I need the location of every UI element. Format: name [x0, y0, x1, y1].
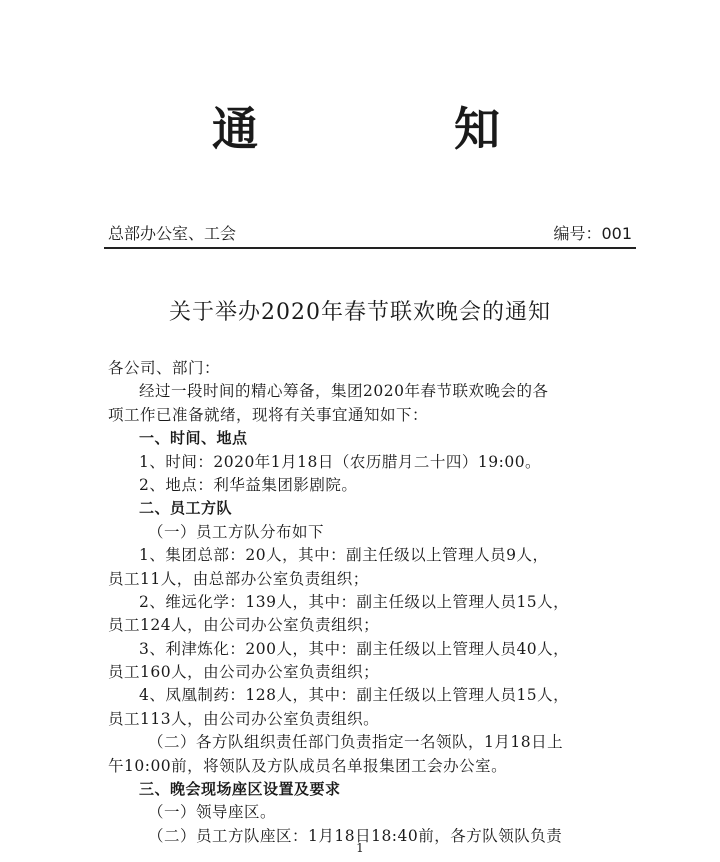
paragraph-line: 员工124人，由公司办公室负责组织； [108, 616, 380, 635]
paragraph-line: 2、维远化学：139人，其中：副主任级以上管理人员15人， [139, 592, 570, 611]
page-number: 1 [356, 841, 364, 855]
paragraph-line: 3、利津炼化：200人，其中：副主任级以上管理人员40人， [139, 639, 570, 658]
paragraph-line: 午10:00前，将领队及方队成员名单报集团工会办公室。 [108, 756, 508, 775]
heading-char-1: 通 [212, 102, 258, 156]
paragraph-line: （二）各方队组织责任部门负责指定一名领队，1月18日上 [148, 733, 564, 752]
paragraph-line: 2、地点：利华益集团影剧院。 [139, 475, 358, 494]
section-heading: 一、时间、地点 [139, 429, 248, 448]
paragraph-line: 4、凤凰制药：128人，其中：副主任级以上管理人员15人， [139, 686, 570, 705]
subsection-heading: （一）员工方队分布如下 [148, 522, 325, 541]
document-heading [0, 98, 720, 160]
issuer-label: 总部办公室、工会 [108, 224, 237, 243]
header-divider [104, 247, 636, 249]
paragraph-line: 1、时间：2020年1月18日（农历腊月二十四）19:00。 [139, 452, 542, 471]
subsection-heading: （一）领导座区。 [148, 803, 277, 822]
issuer-row [108, 222, 636, 246]
section-heading: 三、晚会现场座区设置及要求 [139, 780, 341, 799]
salutation-line: 各公司、部门： [108, 359, 221, 377]
paragraph-line: 员工160人，由公司办公室负责组织； [108, 663, 380, 682]
paragraph-line: 项工作已准备就绪，现将有关事宜通知如下： [108, 405, 429, 424]
paragraph-line: 1、集团总部：20人，其中：副主任级以上管理人员9人， [139, 546, 549, 565]
notice-title: 关于举办2020年春节联欢晚会的通知 [169, 300, 551, 325]
paragraph-line: 经过一段时间的精心筹备，集团2020年春节联欢晚会的各 [139, 382, 549, 401]
heading-char-2: 知 [454, 102, 500, 156]
notice-body [108, 357, 648, 848]
document-number: 编号：001 [553, 224, 632, 243]
paragraph-line: 员工113人，由公司办公室负责组织。 [108, 709, 380, 728]
paragraph-line: 员工11人，由总部办公室负责组织； [108, 569, 369, 588]
section-heading: 二、员工方队 [139, 499, 233, 518]
paragraph-line: （二）员工方队座区：1月18日18:40前，各方队领队负责 [148, 826, 563, 845]
